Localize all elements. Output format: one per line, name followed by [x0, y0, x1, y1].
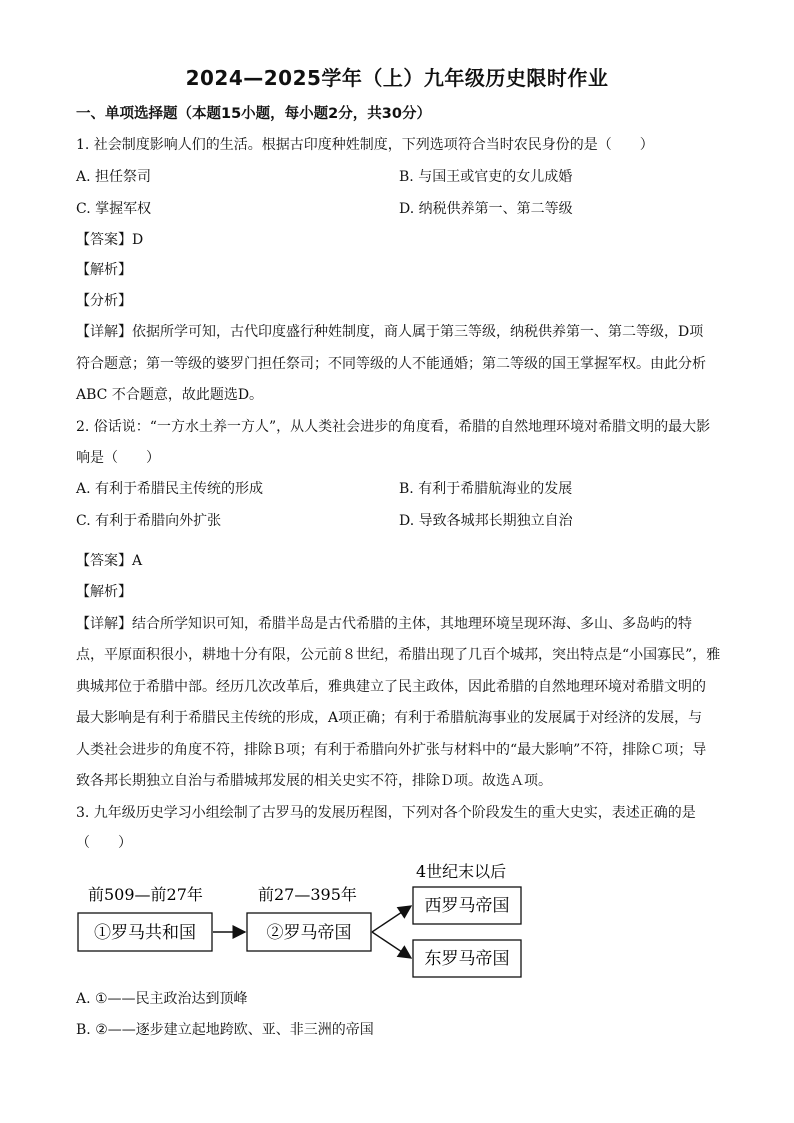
diagram-arrow-east — [372, 932, 411, 958]
q1-stem: 1. 社会制度影响人们的生活。根据古印度种姓制度，下列选项符合当时农民身份的是（ ） — [76, 137, 654, 153]
diagram-label-empire-period: 前27—395年 — [258, 885, 357, 904]
q2-detail-line1: 【详解】结合所学知识可知，希腊半岛是古代希腊的主体，其地理环境呈现环海、多山、多岛屿的特 — [76, 616, 692, 632]
diagram-box-empire-text: ②罗马帝国 — [266, 923, 352, 943]
q1-option-d[interactable]: D. 纳税供养第一、第二等级 — [399, 201, 573, 217]
q2-stem-line1: 2. 俗话说：“一方水土养一方人”，从人类社会进步的角度看，希腊的自然地理环境对希腊文明的最大影 — [76, 419, 711, 435]
diagram-box-west-rome-text: 西罗马帝国 — [424, 896, 510, 916]
diagram-box-republic-text: ①罗马共和国 — [94, 923, 196, 943]
q2-answer: 【答案】A — [76, 553, 143, 569]
q1-detail-line2: 符合题意；第一等级的婆罗门担任祭司；不同等级的人不能通婚；第二等级的国王掌握军权。由此分析 — [76, 356, 706, 372]
q2-option-d[interactable]: D. 导致各城邦长期独立自治 — [399, 513, 573, 529]
diagram-arrow-west — [372, 906, 411, 932]
q1-detail-line1: 【详解】依据所学可知，古代印度盛行种姓制度，商人属于第三等级，纳税供养第一、第二等级，D项 — [76, 324, 704, 340]
diagram-label-late-period: 4世纪末以后 — [416, 862, 507, 881]
q2-analysis-label: 【解析】 — [76, 584, 132, 600]
q2-stem-line2: 响是（ ） — [76, 450, 160, 466]
q1-fenxi-label: 【分析】 — [76, 293, 132, 309]
q2-detail-line2: 点，平原面积很小，耕地十分有限，公元前８世纪，希腊出现了几百个城邦，突出特点是“小国寡民”，雅 — [76, 647, 721, 663]
q2-detail-line4: 最大影响是有利于希腊民主传统的形成，A项正确；有利于希腊航海事业的发展属于对经济的发展，与 — [76, 710, 703, 726]
q2-detail-line6: 致各邦长期独立自治与希腊城邦发展的相关史实不符，排除Ｄ项。故选Ａ项。 — [76, 773, 552, 789]
q2-detail-line5: 人类社会进步的角度不符，排除Ｂ项；有利于希腊向外扩张与材料中的“最大影响”不符，排除Ｃ项；导 — [76, 742, 707, 758]
q2-detail-line3: 典城邦位于希腊中部。经历几次改革后，雅典建立了民主政体，因此希腊的自然地理环境对希腊文明的 — [76, 679, 706, 695]
q1-option-c[interactable]: C. 掌握军权 — [76, 201, 152, 217]
q2-option-b[interactable]: B. 有利于希腊航海业的发展 — [399, 481, 573, 497]
q1-detail-line3: ABC 不合题意，故此题选D。 — [76, 387, 264, 403]
section-heading: 一、单项选择题（本题15小题，每小题2分，共30分） — [76, 106, 431, 122]
q3-option-b[interactable]: B. ②——逐步建立起地跨欧、亚、非三洲的帝国 — [76, 1022, 374, 1038]
q3-stem-line1: 3. 九年级历史学习小组绘制了古罗马的发展历程图，下列对各个阶段发生的重大史实，表述正确的是 — [76, 805, 696, 821]
q2-option-a[interactable]: A. 有利于希腊民主传统的形成 — [76, 481, 264, 497]
q3-stem-line2: （ ） — [76, 835, 132, 851]
page-title: 2024—2025学年（上）九年级历史限时作业 — [185, 66, 609, 90]
q3-option-a[interactable]: A. ①——民主政治达到顶峰 — [76, 991, 248, 1007]
q1-analysis-label: 【解析】 — [76, 262, 132, 278]
q1-answer: 【答案】D — [76, 232, 144, 248]
q1-option-a[interactable]: A. 担任祭司 — [76, 169, 152, 185]
diagram-box-east-rome-text: 东罗马帝国 — [424, 949, 510, 969]
diagram-label-republic-period: 前509—前27年 — [88, 885, 203, 904]
rome-history-diagram — [76, 860, 536, 985]
q2-option-c[interactable]: C. 有利于希腊向外扩张 — [76, 513, 222, 529]
q1-option-b[interactable]: B. 与国王或官吏的女儿成婚 — [399, 169, 573, 185]
